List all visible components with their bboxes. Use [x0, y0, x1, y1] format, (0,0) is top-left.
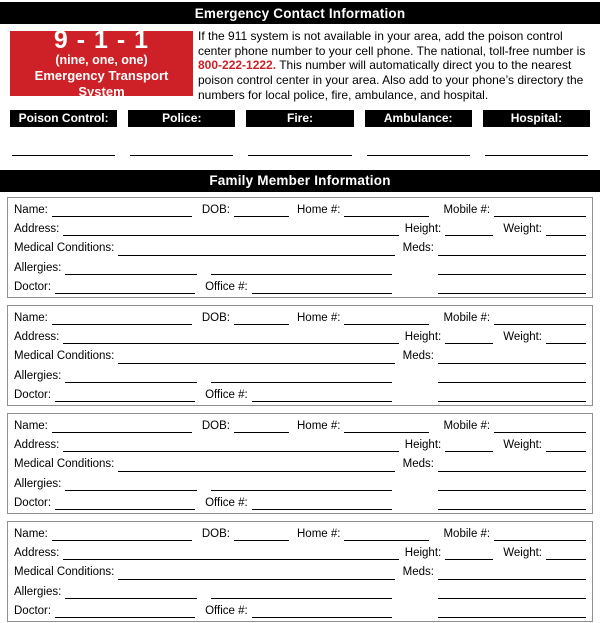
family-member-block: [7, 413, 593, 514]
mobile-phone-label: Mobile #:: [443, 204, 491, 217]
ambulance-label: Ambulance:: [365, 110, 472, 127]
weight-label: Weight:: [503, 439, 542, 452]
weight-label: Weight:: [503, 223, 542, 236]
home-phone-write-in-line: [344, 324, 429, 325]
fire-write-in-line: [248, 155, 351, 156]
mobile-phone-label: Mobile #:: [443, 528, 491, 541]
address-write-in-line: [63, 343, 398, 344]
meds-continuation-line-1: [438, 598, 586, 599]
doctor-office-row: [14, 386, 586, 405]
family-member-section-header: [0, 170, 600, 192]
meds-continuation-line-2: [438, 293, 586, 294]
height-label: Height:: [404, 547, 442, 560]
meds-continuation-line-1: [438, 274, 586, 275]
office-phone-write-in-line: [252, 293, 392, 294]
office-phone-label: Office #:: [205, 604, 248, 617]
address-write-in-line: [63, 235, 398, 236]
family-member-block: [7, 305, 593, 406]
911-phonetic: (nine, one, one): [55, 52, 148, 67]
poison-control-write-in-line: [12, 155, 115, 156]
name-write-in-line: [52, 324, 192, 325]
home-phone-label: Home #:: [297, 204, 341, 217]
address-label: Address:: [14, 547, 60, 560]
mobile-phone-write-in-line: [494, 216, 586, 217]
name-label: Name:: [14, 420, 48, 433]
hospital-write-in-line: [485, 155, 588, 156]
instructions-text-before: If the 911 system is not available in your area, add the poison control center phone number to your cell phone. The national, toll-free number is: [198, 29, 586, 58]
weight-label: Weight:: [503, 331, 542, 344]
meds-write-in-line: [438, 255, 586, 256]
home-phone-label: Home #:: [297, 528, 341, 541]
instructions-text-after: This number will automatically direct you to the nearest poison control center in your area. Also add to your phone’s directory the numbers for local police, fire, ambulance, and hospital.: [198, 58, 584, 102]
address-write-in-line: [63, 451, 398, 452]
medical-conditions-label: Medical Conditions:: [14, 566, 115, 579]
meds-write-in-line: [438, 471, 586, 472]
poison-control-phone-number: 800-222-1222.: [198, 58, 277, 73]
doctor-office-row: [14, 602, 586, 621]
name-write-in-line: [52, 216, 192, 217]
home-phone-write-in-line: [344, 540, 429, 541]
police-write-in-line: [130, 155, 233, 156]
mobile-phone-label: Mobile #:: [443, 420, 491, 433]
allergies-continuation-line: [211, 598, 392, 599]
address-label: Address:: [14, 331, 60, 344]
911-transport-label: Emergency Transport System: [34, 67, 169, 99]
meds-continuation-line-2: [438, 617, 586, 618]
allergies-row: [14, 367, 586, 386]
address-height-weight-row: [14, 544, 586, 563]
doctor-write-in-line: [55, 293, 195, 294]
doctor-write-in-line: [55, 617, 195, 618]
mobile-phone-write-in-line: [494, 324, 586, 325]
meds-label: Meds:: [402, 458, 434, 471]
allergies-row: [14, 583, 586, 602]
height-label: Height:: [404, 439, 442, 452]
office-phone-label: Office #:: [205, 496, 248, 509]
emergency-contact-section-header: [0, 2, 600, 24]
allergies-write-in-line: [65, 274, 197, 275]
police-label: Police:: [128, 110, 235, 127]
meds-write-in-line: [438, 579, 586, 580]
doctor-label: Doctor:: [14, 388, 52, 401]
office-phone-write-in-line: [252, 617, 392, 618]
home-phone-label: Home #:: [297, 420, 341, 433]
dob-write-in-line: [234, 324, 289, 325]
allergies-continuation-line: [211, 382, 392, 383]
hospital-label: Hospital:: [483, 110, 590, 127]
dob-label: DOB:: [201, 528, 230, 541]
office-phone-write-in-line: [252, 401, 392, 402]
mobile-phone-write-in-line: [494, 540, 586, 541]
name-label: Name:: [14, 312, 48, 325]
emergency-contact-write-in-row: [12, 155, 588, 156]
name-write-in-line: [52, 432, 192, 433]
intro-section: [10, 25, 590, 103]
meds-continuation-line-2: [438, 509, 586, 510]
instructions-paragraph: [198, 29, 590, 103]
name-dob-phone-row: [14, 417, 586, 436]
meds-continuation-line-1: [438, 490, 586, 491]
meds-continuation-line-2: [438, 401, 586, 402]
allergies-label: Allergies:: [14, 477, 62, 490]
address-height-weight-row: [14, 220, 586, 239]
dob-label: DOB:: [201, 204, 230, 217]
meds-label: Meds:: [402, 242, 434, 255]
dob-label: DOB:: [201, 312, 230, 325]
doctor-write-in-line: [55, 509, 195, 510]
height-label: Height:: [404, 223, 442, 236]
meds-label: Meds:: [402, 566, 434, 579]
medical-conditions-label: Medical Conditions:: [14, 242, 115, 255]
mobile-phone-label: Mobile #:: [443, 312, 491, 325]
column-spacer: [392, 386, 438, 405]
medical-conditions-write-in-line: [118, 471, 394, 472]
dob-write-in-line: [234, 432, 289, 433]
address-height-weight-row: [14, 328, 586, 347]
allergies-continuation-line: [211, 274, 392, 275]
home-phone-label: Home #:: [297, 312, 341, 325]
family-member-section-title: Family Member Information: [209, 173, 391, 189]
dob-write-in-line: [234, 216, 289, 217]
name-dob-phone-row: [14, 525, 586, 544]
name-label: Name:: [14, 528, 48, 541]
911-emergency-box: [10, 25, 193, 99]
poison-control-label: Poison Control:: [10, 110, 117, 127]
allergies-write-in-line: [65, 490, 197, 491]
medical-conditions-meds-row: [14, 347, 586, 366]
home-phone-write-in-line: [344, 432, 429, 433]
allergies-continuation-line: [211, 490, 392, 491]
office-phone-label: Office #:: [205, 388, 248, 401]
office-phone-write-in-line: [252, 509, 392, 510]
medical-conditions-label: Medical Conditions:: [14, 350, 115, 363]
medical-conditions-write-in-line: [118, 363, 394, 364]
family-member-block: [7, 521, 593, 622]
office-phone-label: Office #:: [205, 280, 248, 293]
height-label: Height:: [404, 331, 442, 344]
medical-conditions-label: Medical Conditions:: [14, 458, 115, 471]
name-label: Name:: [14, 204, 48, 217]
dob-write-in-line: [234, 540, 289, 541]
allergies-row: [14, 475, 586, 494]
911-number: 9 - 1 - 1: [53, 25, 150, 54]
height-write-in-line: [445, 343, 493, 344]
column-spacer: [392, 583, 438, 602]
doctor-office-row: [14, 494, 586, 513]
medical-conditions-meds-row: [14, 455, 586, 474]
address-height-weight-row: [14, 436, 586, 455]
address-label: Address:: [14, 223, 60, 236]
fire-label: Fire:: [246, 110, 353, 127]
column-spacer: [392, 494, 438, 513]
allergies-row: [14, 259, 586, 278]
allergies-write-in-line: [65, 598, 197, 599]
emergency-contact-section-title: Emergency Contact Information: [194, 5, 406, 21]
family-member-block: [7, 197, 593, 298]
address-write-in-line: [63, 559, 398, 560]
allergies-label: Allergies:: [14, 585, 62, 598]
ambulance-write-in-line: [367, 155, 470, 156]
medical-conditions-write-in-line: [118, 579, 394, 580]
name-dob-phone-row: [14, 201, 586, 220]
address-label: Address:: [14, 439, 60, 452]
name-dob-phone-row: [14, 309, 586, 328]
doctor-office-row: [14, 278, 586, 297]
column-spacer: [392, 259, 438, 278]
weight-write-in-line: [546, 343, 586, 344]
column-spacer: [392, 602, 438, 621]
meds-continuation-line-1: [438, 382, 586, 383]
allergies-label: Allergies:: [14, 369, 62, 382]
dob-label: DOB:: [201, 420, 230, 433]
column-spacer: [392, 367, 438, 386]
meds-write-in-line: [438, 363, 586, 364]
name-write-in-line: [52, 540, 192, 541]
doctor-label: Doctor:: [14, 604, 52, 617]
weight-write-in-line: [546, 559, 586, 560]
home-phone-write-in-line: [344, 216, 429, 217]
medical-conditions-meds-row: [14, 563, 586, 582]
doctor-write-in-line: [55, 401, 195, 402]
weight-write-in-line: [546, 235, 586, 236]
height-write-in-line: [445, 451, 493, 452]
column-spacer: [392, 475, 438, 494]
allergies-write-in-line: [65, 382, 197, 383]
family-member-blocks: [0, 197, 600, 622]
height-write-in-line: [445, 235, 493, 236]
medical-conditions-meds-row: [14, 239, 586, 258]
meds-label: Meds:: [402, 350, 434, 363]
weight-write-in-line: [546, 451, 586, 452]
column-spacer: [392, 278, 438, 297]
mobile-phone-write-in-line: [494, 432, 586, 433]
weight-label: Weight:: [503, 547, 542, 560]
emergency-contact-labels-row: [10, 110, 590, 127]
medical-conditions-write-in-line: [118, 255, 394, 256]
doctor-label: Doctor:: [14, 496, 52, 509]
allergies-label: Allergies:: [14, 261, 62, 274]
height-write-in-line: [445, 559, 493, 560]
doctor-label: Doctor:: [14, 280, 52, 293]
